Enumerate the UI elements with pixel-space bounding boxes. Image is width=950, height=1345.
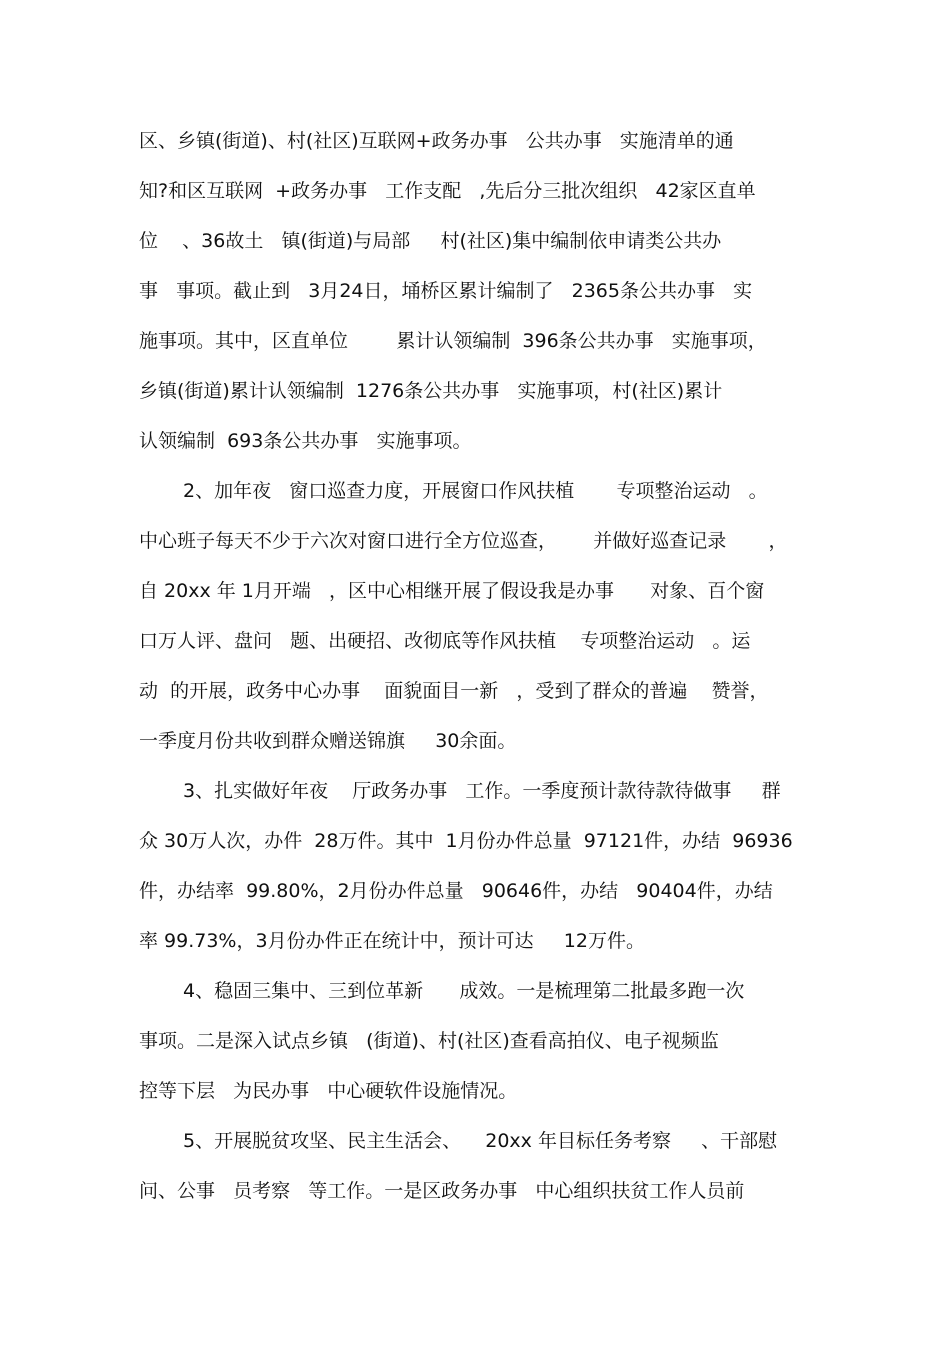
paragraph-start-line: 4、稳固三集中、三到位革新 成效。一是梳理第二批最多跑一次 — [183, 980, 745, 1002]
text-line: 问、公事 员考察 等工作。一是区政务办事 中心组织扶贫工作人员前 — [139, 1180, 745, 1202]
text-line: 乡镇(街道)累计认领编制 1276条公共办事 实施事项，村(社区)累计 — [139, 380, 723, 402]
paragraph-start-line: 2、加年夜 窗口巡查力度，开展窗口作风扶植 专项整治运动 。 — [183, 480, 768, 502]
text-line: 区、乡镇(街道)、村(社区)互联网+政务办事 公共办事 实施清单的通 — [139, 130, 734, 152]
text-line: 施事项。其中，区直单位 累计认领编制 396条公共办事 实施事项， — [139, 330, 767, 352]
text-line: 众 30万人次，办件 28万件。其中 1月份办件总量 97121件，办结 96936 — [139, 830, 793, 852]
text-line: 自 20xx 年 1月开端 ，区中心相继开展了假设我是办事 对象、百个窗 — [139, 580, 765, 602]
text-line: 中心班子每天不少于六次对窗口进行全方位巡查， 并做好巡查记录 ， — [139, 530, 788, 552]
text-line: 事项。二是深入试点乡镇 (街道)、村(社区)查看高拍仪、电子视频监 — [139, 1030, 719, 1052]
text-line: 口万人评、盘问 题、出硬招、改彻底等作风扶植 专项整治运动 。运 — [139, 630, 751, 652]
text-line: 认领编制 693条公共办事 实施事项。 — [139, 430, 472, 452]
text-line: 件，办结率 99.80%，2月份办件总量 90646件，办结 90404件，办结 — [139, 880, 773, 902]
text-line: 率 99.73%，3月份办件正在统计中，预计可达 12万件。 — [139, 930, 645, 952]
text-line: 控等下层 为民办事 中心硬软件设施情况。 — [139, 1080, 518, 1102]
text-line: 事 事项。截止到 3月24日，埇桥区累计编制了 2365条公共办事 实 — [139, 280, 753, 302]
paragraph-start-line: 3、扎实做好年夜 厅政务办事 工作。一季度预计款待款待做事 群 — [183, 780, 781, 802]
text-line: 位 、36故土 镇(街道)与局部 村(社区)集中编制依申请类公共办 — [139, 230, 722, 252]
paragraph-start-line: 5、开展脱贫攻坚、民主生活会、 20xx 年目标任务考察 、干部慰 — [183, 1130, 778, 1152]
text-line: 一季度月份共收到群众赠送锦旗 30余面。 — [139, 730, 517, 752]
text-line: 动 的开展，政务中心办事 面貌面目一新 ，受到了群众的普遍 赞誉， — [139, 680, 769, 702]
text-line: 知?和区互联网 +政务办事 工作支配 ,先后分三批次组织 42家区直单 — [139, 180, 756, 202]
